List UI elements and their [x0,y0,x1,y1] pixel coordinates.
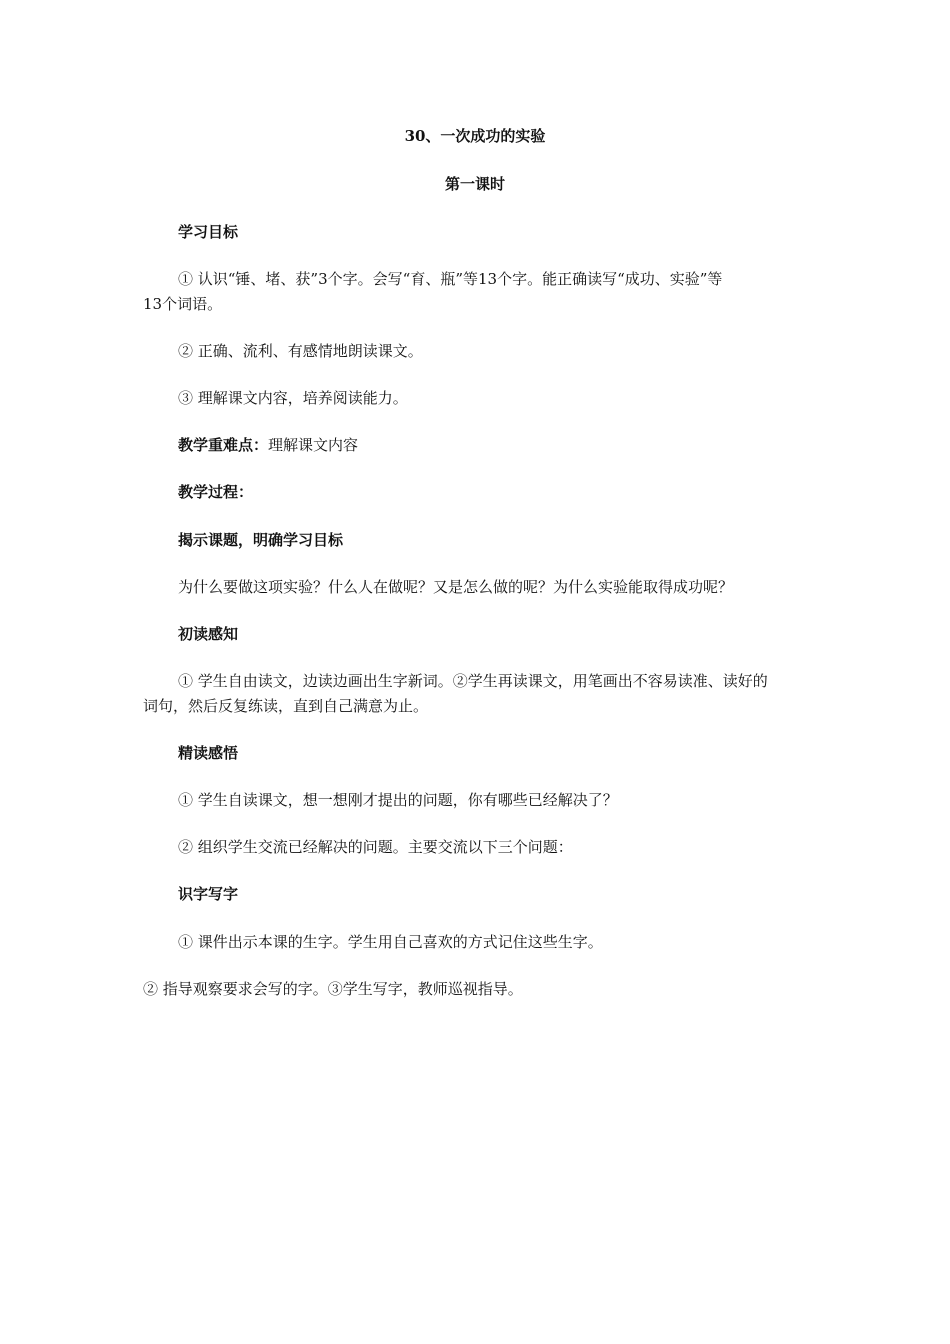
process-heading: 教学过程： [178,483,254,501]
section-3-heading: 精读感悟 [178,744,239,762]
section-4-item-2: ② 指导观察要求会写的字。③学生写字，教师巡视指导。 [143,980,523,998]
key-points-label: 教学重难点： [178,436,269,454]
section-1-text: 为什么要做这项实验？什么人在做呢？又是怎么做的呢？为什么实验能取得成功呢？ [178,578,734,596]
objective-item-1: ① 认识“锤、堵、获”3个字。会写“育、瓶”等13个字。能正确读写“成功、实验”等 [178,270,723,288]
lesson-subtitle: 第一课时 [444,175,505,193]
objective-item-2: ② 正确、流利、有感情地朗读课文。 [178,342,423,360]
section-3-item-1: ① 学生自读课文，想一想刚才提出的问题，你有哪些已经解决了？ [178,791,618,809]
key-points-line [178,435,358,455]
objectives-heading: 学习目标 [178,223,239,241]
section-2-heading: 初读感知 [178,625,239,643]
section-2-text-continued: 词句，然后反复练读，直到自己满意为止。 [143,697,429,715]
section-4-heading: 识字写字 [178,885,239,903]
objective-item-1-continued: 13个词语。 [143,295,223,313]
key-points-value: 理解课文内容 [268,436,359,454]
objective-item-3: ③ 理解课文内容，培养阅读能力。 [178,389,408,407]
document-title: 30、一次成功的实验 [404,127,546,145]
section-2-text: ① 学生自由读文，边读边画出生字新词。②学生再读课文，用笔画出不容易读准、读好的 [178,672,768,690]
section-1-heading: 揭示课题，明确学习目标 [178,531,344,549]
section-4-item-1: ① 课件出示本课的生字。学生用自己喜欢的方式记住这些生字。 [178,933,603,951]
section-3-item-2: ② 组织学生交流已经解决的问题。主要交流以下三个问题： [178,838,573,856]
